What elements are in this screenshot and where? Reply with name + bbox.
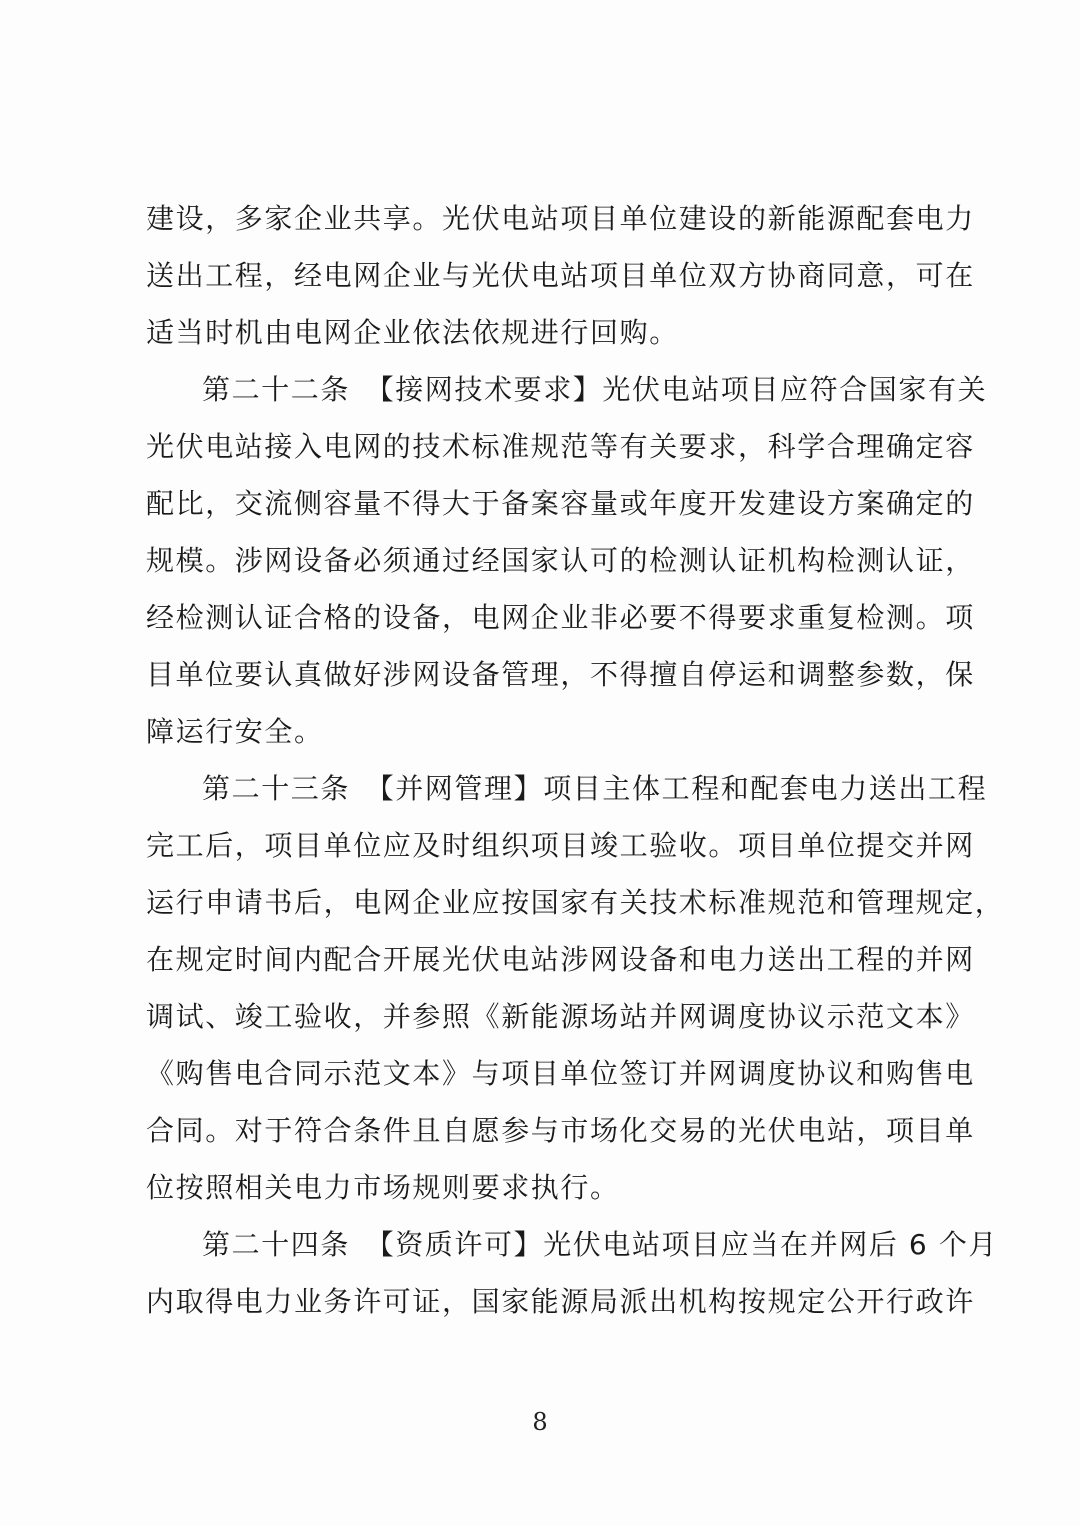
text-line: 在规定时间内配合开展光伏电站涉网设备和电力送出工程的并网 bbox=[146, 943, 975, 976]
text-line: 调试、竣工验收，并参照《新能源场站并网调度协议示范文本》 bbox=[146, 1000, 975, 1033]
article-24-heading-line: 第二十四条 【资质许可】光伏电站项目应当在并网后 6 个月 bbox=[202, 1228, 999, 1261]
text-line: 合同。对于符合条件且自愿参与市场化交易的光伏电站，项目单 bbox=[146, 1114, 975, 1147]
text-line: 规模。涉网设备必须通过经国家认可的检测认证机构检测认证， bbox=[146, 544, 975, 577]
text-line: 完工后，项目单位应及时组织项目竣工验收。项目单位提交并网 bbox=[146, 829, 975, 862]
text-line: 经检测认证合格的设备，电网企业非必要不得要求重复检测。项 bbox=[146, 601, 975, 634]
article-22-heading-line: 第二十二条 【接网技术要求】光伏电站项目应符合国家有关 bbox=[202, 373, 988, 406]
body-text bbox=[146, 190, 1005, 1330]
text-line: 适当时机由电网企业依法依规进行回购。 bbox=[146, 316, 679, 349]
text-line: 光伏电站接入电网的技术标准规范等有关要求，科学合理确定容 bbox=[146, 430, 975, 463]
text-line: 障运行安全。 bbox=[146, 715, 324, 748]
text-line: 位按照相关电力市场规则要求执行。 bbox=[146, 1171, 620, 1204]
text-line: 建设，多家企业共享。光伏电站项目单位建设的新能源配套电力 bbox=[146, 202, 975, 235]
text-line: 《购售电合同示范文本》与项目单位签订并网调度协议和购售电 bbox=[146, 1057, 975, 1090]
text-line: 运行申请书后，电网企业应按国家有关技术标准规范和管理规定， bbox=[146, 886, 1005, 919]
text-line: 配比，交流侧容量不得大于备案容量或年度开发建设方案确定的 bbox=[146, 487, 975, 520]
text-line: 目单位要认真做好涉网设备管理，不得擅自停运和调整参数，保 bbox=[146, 658, 975, 691]
page-number: 8 bbox=[532, 1408, 548, 1436]
text-line: 内取得电力业务许可证，国家能源局派出机构按规定公开行政许 bbox=[146, 1285, 975, 1318]
article-23-heading-line: 第二十三条 【并网管理】项目主体工程和配套电力送出工程 bbox=[202, 772, 988, 805]
text-line: 送出工程，经电网企业与光伏电站项目单位双方协商同意，可在 bbox=[146, 259, 975, 292]
